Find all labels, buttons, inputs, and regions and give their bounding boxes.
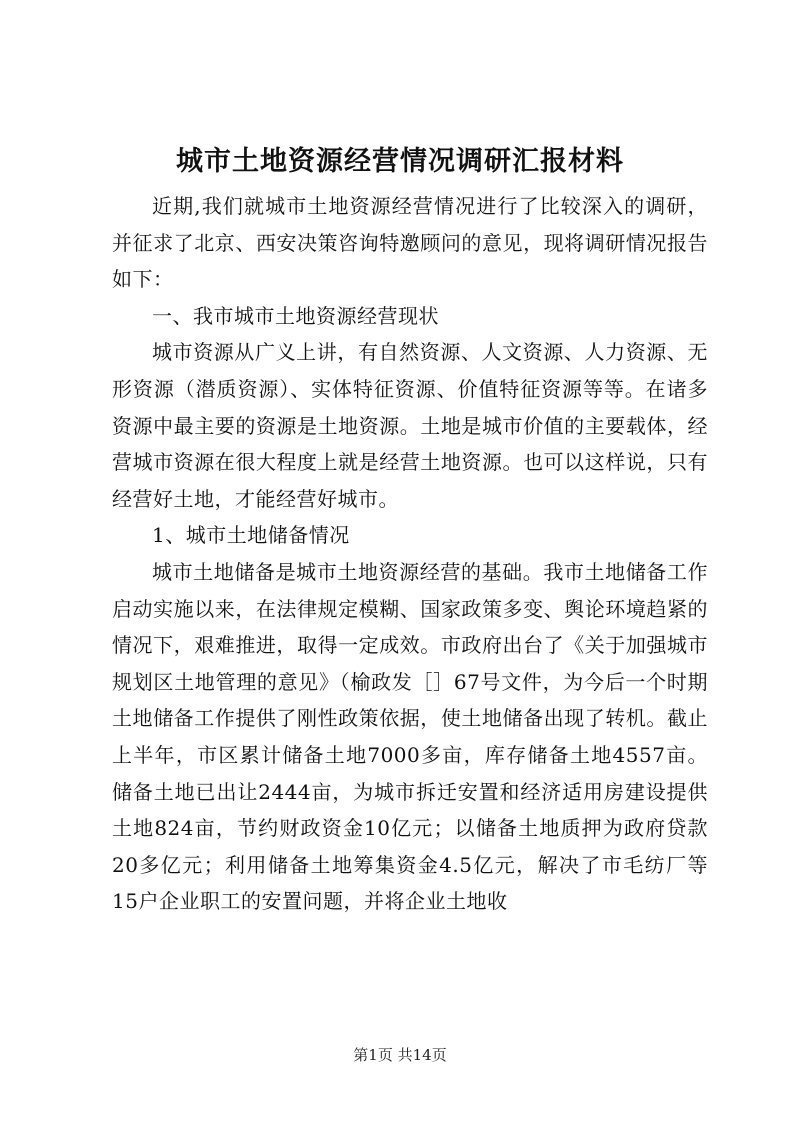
section-heading: 一、我市城市土地资源经营现状: [152, 303, 439, 328]
land-reserve-paragraph: 城市土地储备是城市土地资源经营的基础。我市土地储备工作启动实施以来，在法律规定模糊、国家政策多变、舆论环境趋紧的情况下，艰难推进，取得一定成效。市政府出台了《关于加强城市规划区土地管理的意见》（榆政发［］67号文件，为今后一个时期土地储备工作提供了刚性政策依据，使土地储备出现了转机。截止上半年，市区累计储备土地7000多亩，库存储备土地4557亩。储备土地已出让2444亩，为城市拆迁安置和经济适用房建设提供土地824亩，节约财政资金10亿元；以储备土地质押为政府贷款20多亿元；利用储备土地筹集资金4.5亿元，解决了市毛纺厂等15户企业职工的安置问题，并将企业土地收: [112, 559, 708, 914]
document-title: 城市土地资源经营情况调研汇报材料: [176, 146, 624, 177]
resources-paragraph: 城市资源从广义上讲，有自然资源、人文资源、人力资源、无形资源（潜质资源）、实体特征资源、价值特征资源等等。在诸多资源中最主要的资源是土地资源。土地是城市价值的主要载体，经营城市资源在很大程度上就是经营土地资源。也可以这样说，只有经营好土地，才能经营好城市。: [112, 340, 708, 511]
document-body: [112, 188, 708, 920]
page-footer: 第1页 共14页: [353, 1046, 447, 1064]
subsection-heading: 1、城市土地储备情况: [152, 523, 350, 548]
intro-paragraph: 近期,我们就城市土地资源经营情况进行了比较深入的调研，并征求了北京、西安决策咨询特邀顾问的意见，现将调研情况报告如下：: [112, 194, 708, 292]
